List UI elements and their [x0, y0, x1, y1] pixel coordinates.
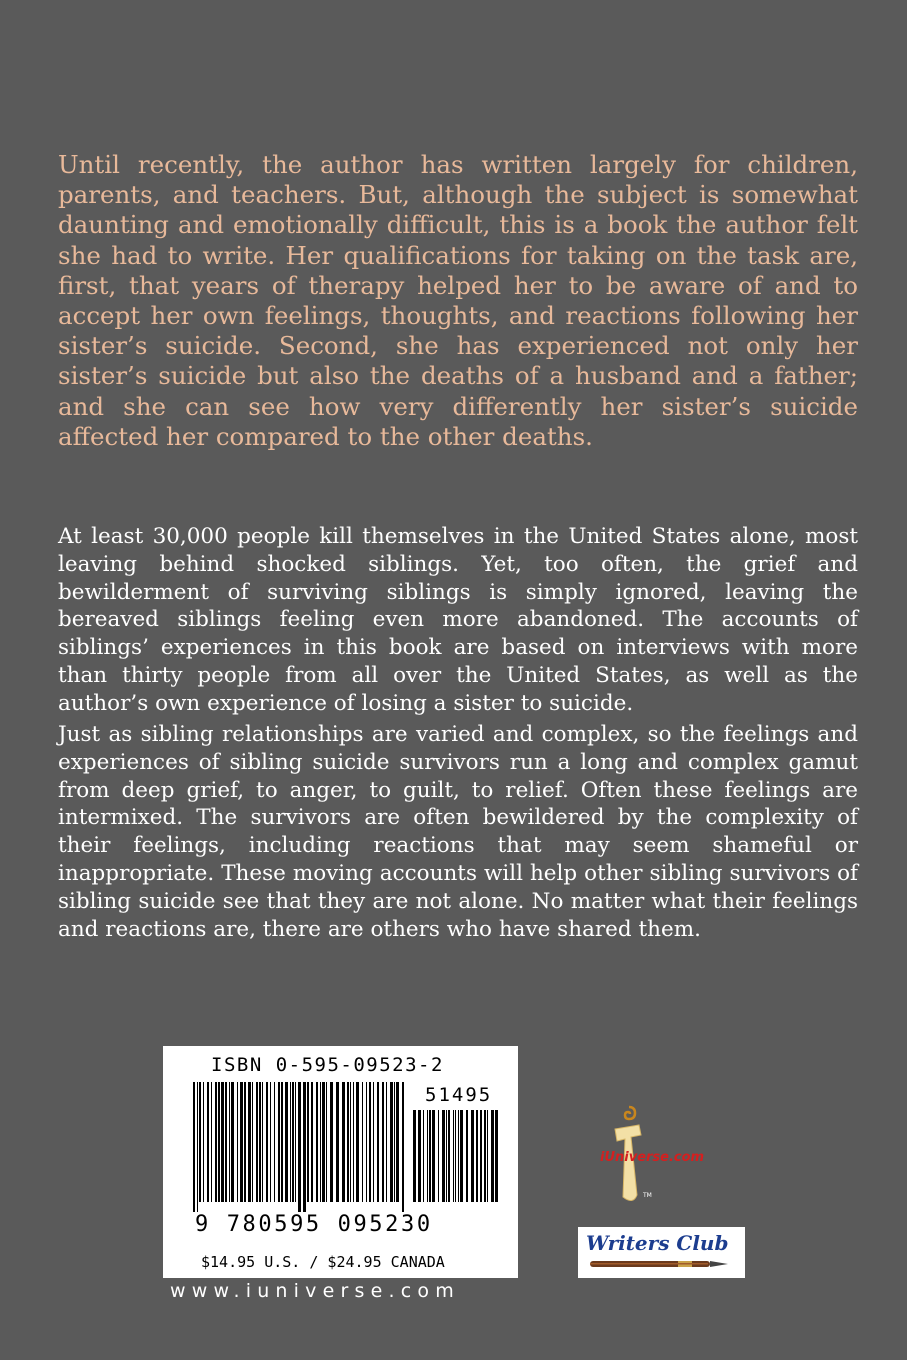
- barcode-bar: [270, 1082, 271, 1202]
- barcode-bar: [418, 1110, 421, 1202]
- ean-barcode-bars: [193, 1082, 408, 1212]
- barcode-bar: [295, 1082, 296, 1202]
- intro-paragraph: At least 30,000 people kill themselves in the United States alone, most leaving behind shocked siblings. Yet, too often, the grief and bewilderment of surviving siblings is simply ignored, leaving the bereaved siblings feeling even more abandoned. The accounts of siblings’ experiences in this book are based on interviews with more than thirty people from all over the United States, as well as the author’s own experience of losing a sister to suicide.: [58, 524, 858, 716]
- barcode-bar: [218, 1082, 220, 1202]
- barcode-bar: [307, 1082, 309, 1202]
- author-bio-paragraph: Until recently, the author has written largely for children, parents, and teachers. But, although the subject is somewhat daunting and emotionally difficult, this is a book the author felt she had to write. Her qualifications for taking on the task are, first, that years of therapy helped her to be aware of and to accept her own feelings, thoughts, and reactions following her sister’s suicide. Second, she has experienced not only her sister’s suicide but also the deaths of a husband and a father; and she can see how very differently her sister’s suicide affected her compared to the other deaths.: [58, 150, 858, 451]
- barcode-bar: [446, 1110, 447, 1202]
- barcode-bar: [455, 1110, 456, 1202]
- barcode-bar: [311, 1082, 313, 1202]
- barcode-bar: [298, 1082, 301, 1212]
- barcode-bar: [466, 1110, 468, 1202]
- barcode-bar: [432, 1110, 435, 1202]
- barcode-bar: [256, 1082, 258, 1202]
- barcode-bar: [193, 1082, 195, 1212]
- barcode-bar: [448, 1110, 450, 1202]
- barcode-bar: [390, 1082, 393, 1202]
- barcode-bar: [215, 1082, 217, 1202]
- svg-text:TM: TM: [643, 1192, 652, 1199]
- barcode-bar: [231, 1082, 234, 1202]
- ean-number: 9 780595 095230: [195, 1212, 433, 1237]
- barcode-bar: [453, 1110, 454, 1202]
- barcode-bar: [197, 1082, 198, 1212]
- barcode-bar: [476, 1110, 478, 1202]
- barcode-bar: [203, 1082, 204, 1202]
- barcode-bar: [356, 1082, 359, 1202]
- barcode-bar: [266, 1082, 268, 1202]
- barcode-bar: [484, 1110, 486, 1202]
- barcode-bar: [350, 1082, 351, 1202]
- barcode-bar: [362, 1082, 363, 1202]
- barcode-bar: [366, 1082, 367, 1202]
- publisher-url: www.iuniverse.com: [170, 1280, 460, 1302]
- barcode-bar: [382, 1082, 384, 1202]
- barcode-bar: [347, 1082, 349, 1202]
- barcode-bar: [320, 1082, 321, 1202]
- barcode-bar: [353, 1082, 354, 1202]
- barcode-bar: [413, 1110, 416, 1202]
- barcode-bar: [369, 1082, 371, 1202]
- barcode-bar: [336, 1082, 339, 1202]
- barcode-bar: [316, 1082, 318, 1202]
- barcode-bar: [292, 1082, 294, 1202]
- barcode-bar: [438, 1110, 439, 1202]
- barcode-bar: [303, 1082, 306, 1212]
- barcode-bar: [244, 1082, 246, 1202]
- barcode-bar: [373, 1082, 374, 1202]
- writers-club-logo: [578, 1227, 745, 1278]
- barcode-bar: [377, 1082, 379, 1202]
- price-label: $14.95 U.S. / $24.95 CANADA: [201, 1253, 445, 1271]
- barcode-bar: [278, 1082, 280, 1202]
- barcode-bar: [442, 1110, 445, 1202]
- summary-paragraph: Just as sibling relationships are varied and complex, so the feelings and experiences of sibling suicide survivors run a long and complex gamut from deep grief, to anger, to guilt, to relief. Often these feelings are intermixed. The survivors are often bewildered by the complexity of their feelings, including reactions that may seem shameful or inappropriate. These moving accounts will help other sibling survivors of sibling suicide see that they are not alone. No matter what their feelings and reactions are, there are others who have shared them.: [58, 722, 858, 942]
- barcode-bar: [402, 1082, 404, 1212]
- barcode-bar: [429, 1110, 431, 1202]
- iuniverse-logo-text: iUniverse.com: [600, 1150, 705, 1165]
- pen-icon: [578, 1227, 745, 1278]
- barcode-bar: [386, 1082, 387, 1202]
- barcode-bar: [491, 1110, 494, 1202]
- barcode-bar: [248, 1082, 251, 1202]
- barcode-label: [163, 1046, 518, 1278]
- price-addon-code: 51495: [425, 1084, 493, 1106]
- barcode-bar: [396, 1082, 399, 1202]
- barcode-bar: [240, 1082, 243, 1202]
- barcode-bar: [480, 1110, 482, 1202]
- barcode-bar: [326, 1082, 327, 1202]
- isbn-number: ISBN 0-595-09523-2: [211, 1054, 444, 1076]
- barcode-bar: [290, 1082, 291, 1202]
- barcode-bar: [471, 1110, 474, 1202]
- barcode-bar: [285, 1082, 288, 1202]
- barcode-bar: [423, 1110, 424, 1202]
- barcode-bar: [281, 1082, 283, 1202]
- barcode-bar: [322, 1082, 325, 1202]
- barcode-bar: [427, 1110, 428, 1202]
- barcode-bar: [458, 1110, 459, 1202]
- barcode-bar: [274, 1082, 275, 1202]
- barcode-bar: [262, 1082, 263, 1202]
- barcode-bar: [259, 1082, 261, 1202]
- barcode-bar: [211, 1082, 212, 1202]
- barcode-bar: [207, 1082, 209, 1202]
- barcode-bar: [394, 1082, 395, 1202]
- barcode-bar: [237, 1082, 238, 1202]
- barcode-bar: [225, 1082, 227, 1202]
- addon-barcode-bars: [413, 1110, 503, 1212]
- barcode-bar: [252, 1082, 253, 1202]
- barcode-bar: [199, 1082, 201, 1202]
- barcode-bar: [460, 1110, 463, 1202]
- barcode-bar: [342, 1082, 345, 1202]
- barcode-bar: [495, 1110, 498, 1202]
- writers-club-text: Writers Club: [586, 1231, 729, 1255]
- barcode-bar: [229, 1082, 230, 1202]
- barcode-bar: [221, 1082, 224, 1202]
- barcode-bar: [330, 1082, 333, 1202]
- barcode-bar: [487, 1110, 488, 1202]
